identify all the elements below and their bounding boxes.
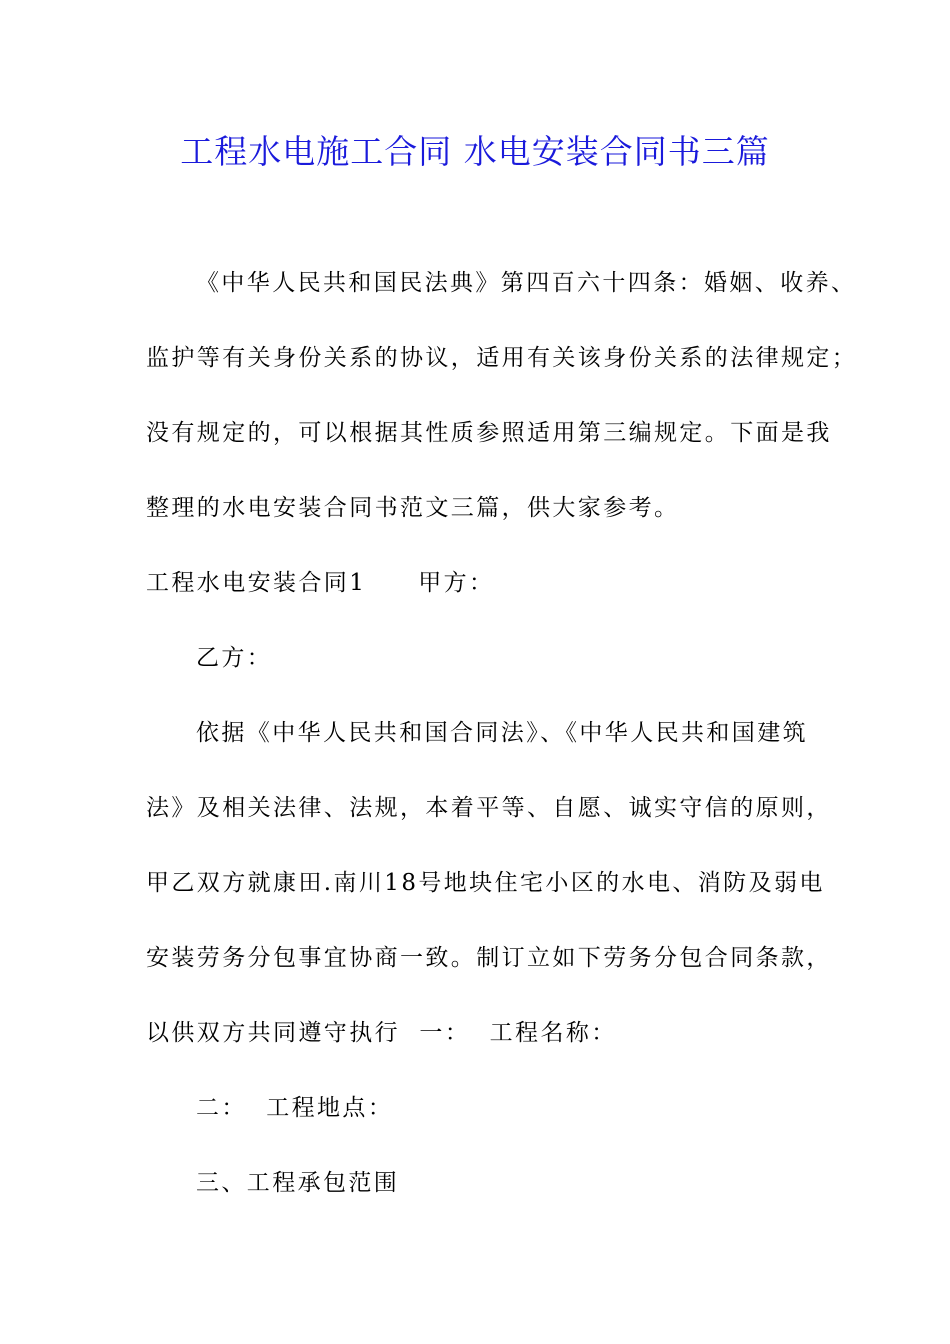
party-a-label: 甲方： xyxy=(418,570,495,596)
intro-line-2: 监护等有关身份关系的协议，适用有关该身份关系的法律规定； xyxy=(146,345,858,371)
body-line-4: 安装劳务分包事宜协商一致。制订立如下劳务分包合同条款， xyxy=(146,945,832,971)
clause-two: 二： 工程地点： xyxy=(196,1095,394,1121)
intro-line-4: 整理的水电安装合同书范文三篇，供大家参考。 xyxy=(146,495,680,521)
intro-line-3: 没有规定的，可以根据其性质参照适用第三编规定。下面是我 xyxy=(146,420,832,446)
party-b-label: 乙方： xyxy=(196,645,273,671)
contract-heading: 工程水电安装合同1 xyxy=(146,570,367,596)
body-line-5: 以供双方共同遵守执行 一： 工程名称： xyxy=(146,1020,617,1046)
document-title: 工程水电施工合同 水电安装合同书三篇 xyxy=(180,132,770,171)
body-line-1: 依据《中华人民共和国合同法》、《中华人民共和国建筑 xyxy=(196,720,808,746)
intro-line-1: 《中华人民共和国民法典》第四百六十四条：婚姻、收养、 xyxy=(196,270,857,296)
clause-three: 三、工程承包范围 xyxy=(196,1170,400,1196)
body-line-3: 甲乙双方就康田.南川18号地块住宅小区的水电、消防及弱电 xyxy=(146,870,825,896)
contract-heading-line xyxy=(146,566,494,600)
body-line-2: 法》及相关法律、法规，本着平等、自愿、诚实守信的原则， xyxy=(146,795,832,821)
